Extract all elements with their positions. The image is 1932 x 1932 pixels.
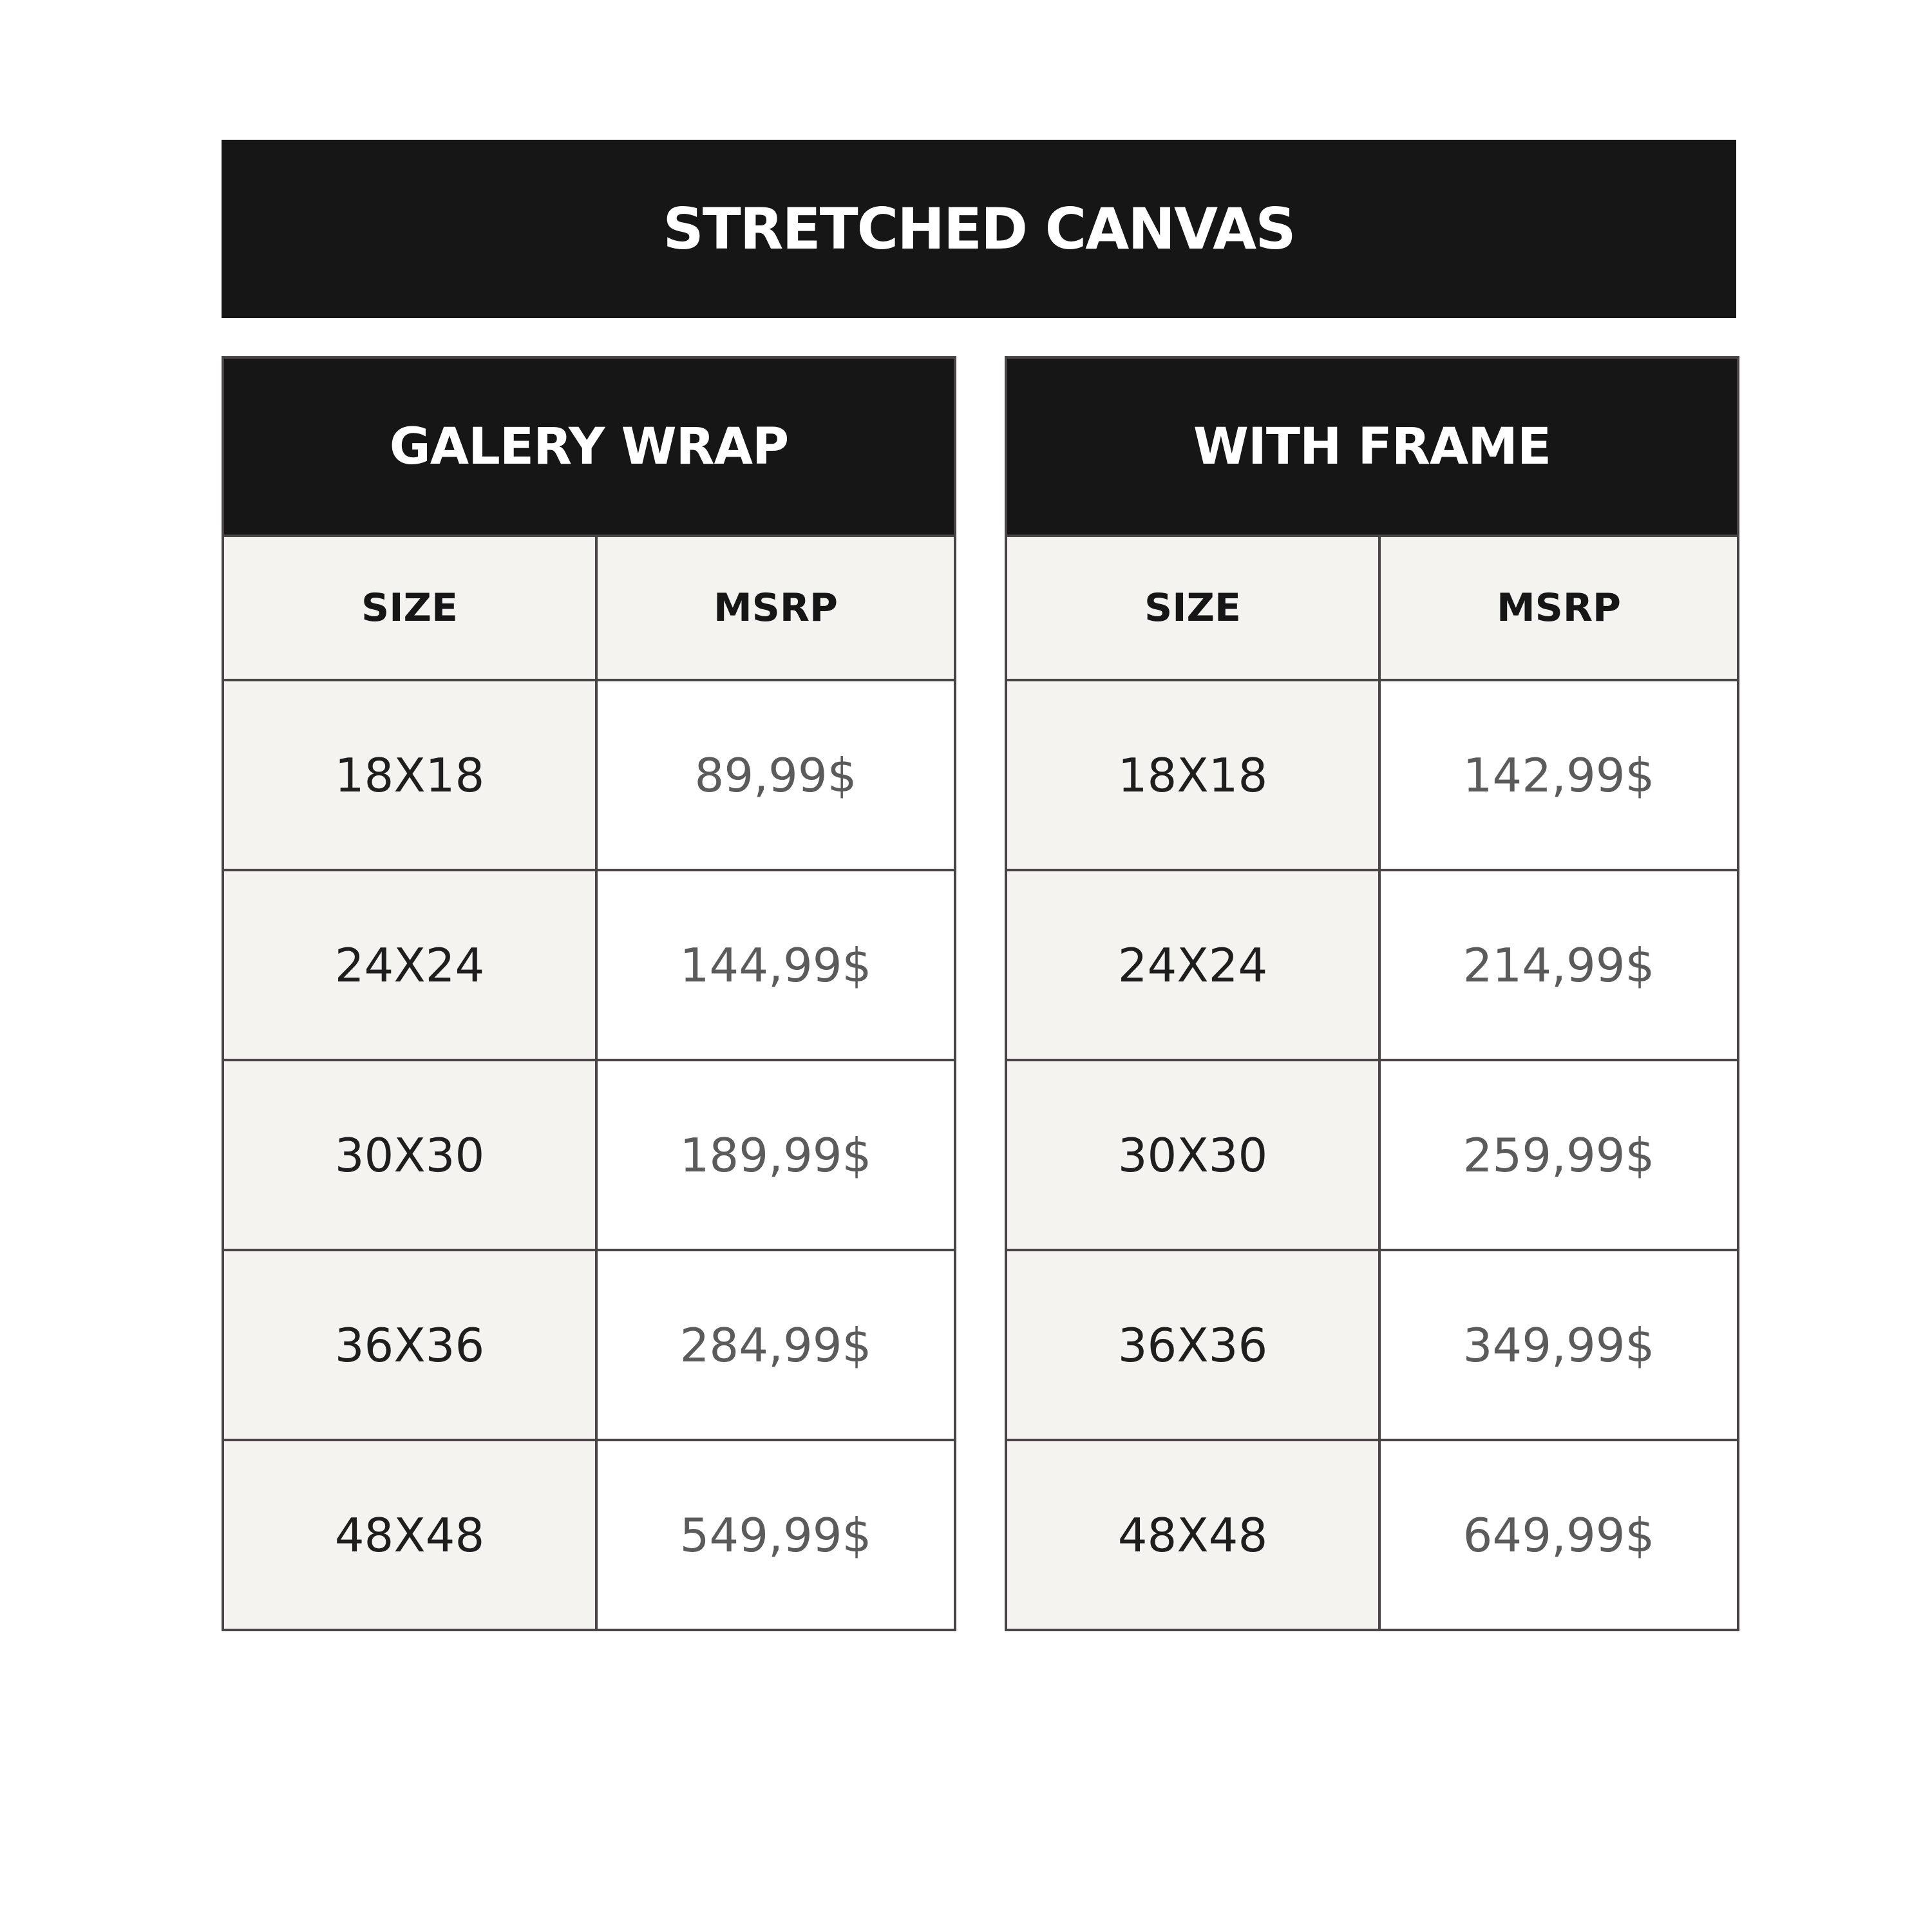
table-row (223, 680, 955, 870)
size-cell: 24X24 (1006, 870, 1379, 1060)
price-cell: 259,99$ (1379, 1060, 1738, 1250)
with-frame-table (1005, 356, 1739, 1631)
price-cell: 144,99$ (596, 870, 955, 1060)
title-banner (222, 140, 1736, 318)
price-cell: 89,99$ (596, 680, 955, 870)
price-cell: 142,99$ (1379, 680, 1738, 870)
size-cell: 36X36 (223, 1250, 596, 1440)
table-heading: WITH FRAME (1006, 357, 1738, 536)
size-cell: 30X30 (1006, 1060, 1379, 1250)
price-cell: 549,99$ (596, 1440, 955, 1630)
column-header-msrp: MSRP (1379, 536, 1738, 680)
price-cell: 189,99$ (596, 1060, 955, 1250)
price-cell: 214,99$ (1379, 870, 1738, 1060)
price-cell: 649,99$ (1379, 1440, 1738, 1630)
size-cell: 48X48 (223, 1440, 596, 1630)
table-row (1006, 680, 1738, 870)
column-header-msrp: MSRP (596, 536, 955, 680)
price-cell: 284,99$ (596, 1250, 955, 1440)
size-cell: 30X30 (223, 1060, 596, 1250)
gallery-wrap-table (222, 356, 956, 1631)
table-row (223, 1440, 955, 1630)
size-cell: 18X18 (223, 680, 596, 870)
size-cell: 18X18 (1006, 680, 1379, 870)
table-row (1006, 1250, 1738, 1440)
table-row (1006, 870, 1738, 1060)
table-row (223, 1060, 955, 1250)
size-cell: 36X36 (1006, 1250, 1379, 1440)
page-title: STRETCHED CANVAS (663, 196, 1295, 262)
size-cell: 48X48 (1006, 1440, 1379, 1630)
price-cell: 349,99$ (1379, 1250, 1738, 1440)
table-row (1006, 1440, 1738, 1630)
table-row (1006, 1060, 1738, 1250)
table-row (223, 1250, 955, 1440)
column-header-size: SIZE (1006, 536, 1379, 680)
column-header-size: SIZE (223, 536, 596, 680)
table-row (223, 870, 955, 1060)
table-heading: GALERY WRAP (223, 357, 955, 536)
size-cell: 24X24 (223, 870, 596, 1060)
